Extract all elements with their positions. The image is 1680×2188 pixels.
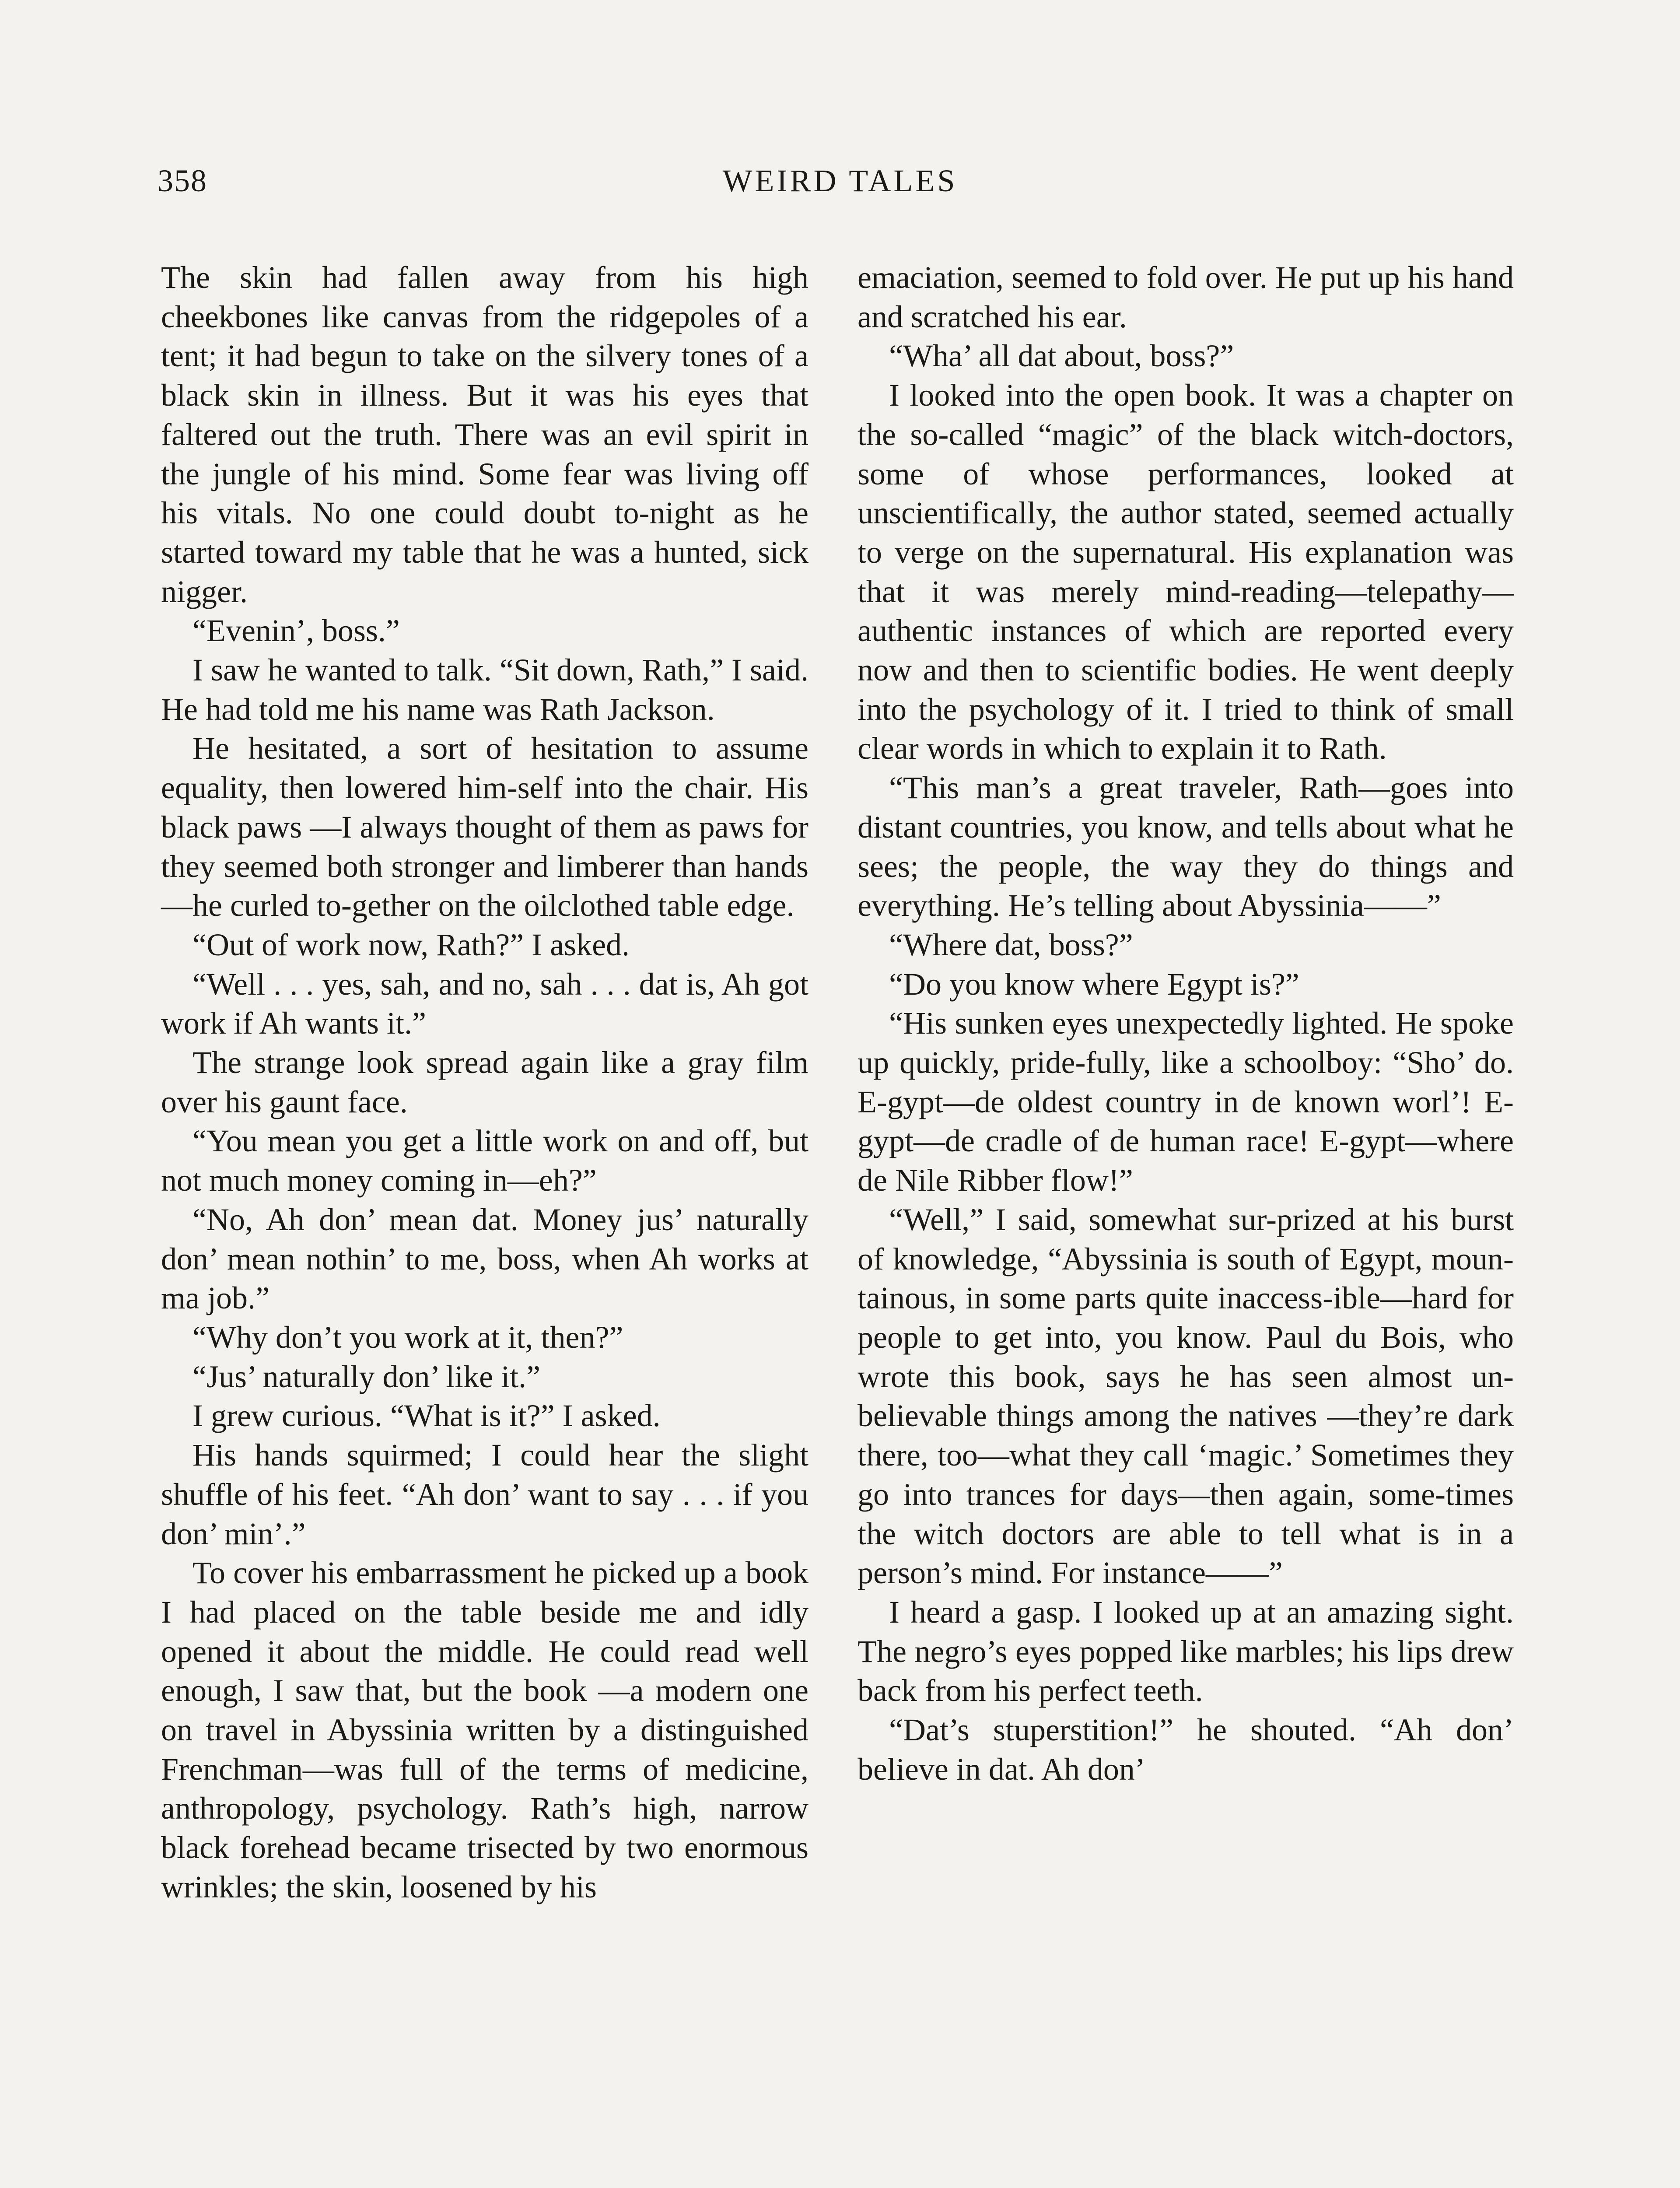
paragraph: I looked into the open book. It was a chapter on the so-called “magic” of the black witch-doctors, some of whose performances, looked at unscientifically, the author stated, seemed actually to verge on the supernatural. His explanation was that it was merely mind-reading—telepathy—authentic instances of which are reported every now and then to scientific bodies. He went deeply into the psychology of it. I tried to think of small clear words in which to explain it to Rath. <box>858 378 1514 766</box>
paragraph: I grew curious. “What is it?” I asked. <box>192 1398 661 1434</box>
paragraph: His hands squirmed; I could hear the slight shuffle of his feet. “Ah don’ want to say . . . if you don’ min’.” <box>161 1438 808 1551</box>
paragraph: The strange look spread again like a gray film over his gaunt face. <box>161 1045 808 1119</box>
paragraph: “Wha’ all dat about, boss?” <box>889 338 1234 374</box>
paragraph: He hesitated, a sort of hesitation to assume equality, then lowered him-self into the chair. His black paws —I always thought of them as paws for they seemed both stronger and limberer than hands—he curled to-gether on the oilclothed table edge. <box>161 731 808 923</box>
left-column <box>161 258 808 1907</box>
paragraph: “No, Ah don’ mean dat. Money jus’ naturally don’ mean nothin’ to me, boss, when Ah works at ma job.” <box>161 1202 808 1316</box>
paragraph: “Do you know where Egypt is?” <box>889 966 1299 1002</box>
right-column <box>858 258 1514 1789</box>
page-number: 358 <box>158 163 207 198</box>
paragraph: “You mean you get a little work on and off, but not much money coming in—eh?” <box>161 1123 808 1198</box>
paragraph: The skin had fallen away from his high cheekbones like canvas from the ridgepoles of a tent; it had begun to take on the silvery tones of a black skin in illness. But it was his eyes that faltered out the truth. There was an evil spirit in the jungle of his mind. Some fear was living off his vitals. No one could doubt to-night as he started toward my table that he was a hunted, sick nigger. <box>161 260 808 609</box>
paragraph: “His sunken eyes unexpectedly lighted. He spoke up quickly, pride-fully, like a schoolboy: “Sho’ do. E-gypt—de oldest country in de known worl’! E-gypt—de cradle of de human race! E-gypt—where de Nile Ribber flow!” <box>858 1006 1514 1198</box>
paragraph: I saw he wanted to talk. “Sit down, Rath,” I said. He had told me his name was Rath Jackson. <box>161 652 808 727</box>
paragraph: “Well,” I said, somewhat sur-prized at his burst of knowledge, “Abyssinia is south of Egypt, moun-tainous, in some parts quite inaccess-ible—hard for people to get into, you know. Paul du Bois, who wrote this book, says he has seen almost un-believable things among the natives —they’re dark there, too—what they call ‘magic.’ Sometimes they go into trances for days—then again, some-times the witch doctors are able to tell what is in a person’s mind. For instance——” <box>858 1202 1514 1591</box>
paragraph: “Out of work now, Rath?” I asked. <box>192 927 630 962</box>
paragraph: “Dat’s stuperstition!” he shouted. “Ah don’ believe in dat. Ah don’ <box>858 1712 1514 1787</box>
paragraph: “Well . . . yes, sah, and no, sah . . . dat is, Ah got work if Ah wants it.” <box>161 966 808 1041</box>
running-title: WEIRD TALES <box>722 163 958 198</box>
paragraph: “Jus’ naturally don’ like it.” <box>192 1359 541 1394</box>
paragraph: To cover his embarrassment he picked up a book I had placed on the table beside me and idly opened it about the middle. He could read well enough, I saw that, but the book —a modern one on travel in Abyssinia written by a distinguished Frenchman—was full of the terms of medicine, anthropology, psychology. Rath’s high, narrow black forehead became trisected by two enormous wrinkles; the skin, loosened by his <box>161 1555 808 1904</box>
paragraph: “Why don’t you work at it, then?” <box>192 1319 623 1355</box>
paragraph: emaciation, seemed to fold over. He put up his hand and scratched his ear. <box>858 260 1514 334</box>
paragraph: I heard a gasp. I looked up at an amazing sight. The negro’s eyes popped like marbles; his lips drew back from his perfect teeth. <box>858 1594 1514 1708</box>
paragraph: “This man’s a great traveler, Rath—goes into distant countries, you know, and tells about what he sees; the people, the way they do things and everything. He’s telling about Abyssinia——” <box>858 770 1514 923</box>
paragraph: “Evenin’, boss.” <box>192 613 400 649</box>
paragraph: “Where dat, boss?” <box>889 927 1133 962</box>
